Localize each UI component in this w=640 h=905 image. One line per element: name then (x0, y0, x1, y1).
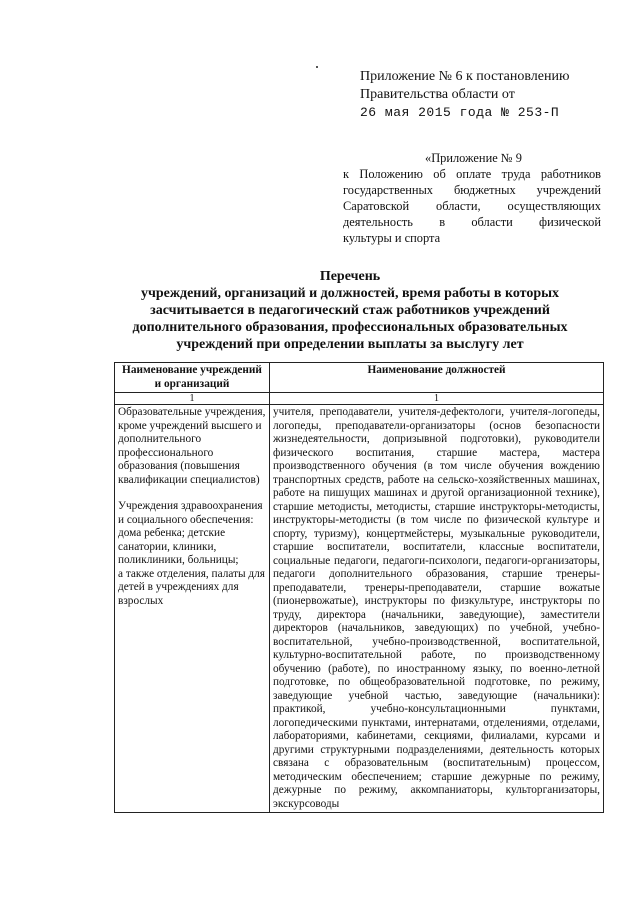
institutions-health: Учреждения здравоохранения и социального обеспечения: дома ребенка; детские санатории, клиники, поликлиники, больницы; (118, 500, 263, 566)
annex-line-6: культуры и спорта (343, 231, 441, 245)
header-positions: Наименование должностей (270, 363, 604, 393)
institutions-educational: Образовательные учреждения, кроме учреждений высшего и дополнительного профессионального образования (повышения квалификации специалистов) (118, 406, 266, 486)
title-line-3: засчитывается в педагогический стаж работников учреждений (150, 303, 550, 318)
column-number-row (115, 393, 604, 405)
table-row (115, 405, 604, 813)
column-number-2: 1 (270, 393, 604, 405)
annex-line-1: «Приложение № 9 (425, 151, 522, 165)
institutions-cell (115, 405, 270, 813)
title-line-5: учреждений при определении выплаты за выслугу лет (176, 337, 524, 352)
annex-header (343, 150, 601, 246)
header-institutions: Наименование учреждений и организаций (115, 363, 270, 393)
table-header-row (115, 363, 604, 393)
attachment-line-2: Правительства области от (360, 87, 515, 102)
title-line-2: учреждений, организаций и должностей, время работы в которых (140, 286, 560, 301)
annex-line-3: государственных бюджетных учреждений (343, 183, 601, 197)
annex-line-2: к Положению об оплате труда работников (343, 167, 601, 181)
annex-line-5: деятельность в области физической (343, 215, 601, 229)
column-number-1: 1 (115, 393, 270, 405)
document-title (100, 268, 600, 353)
scan-speck (316, 66, 318, 68)
attachment-header (360, 68, 610, 122)
attachment-line-1: Приложение № 6 к постановлению (360, 69, 570, 84)
annex-line-4: Саратовской области, осуществляющих (343, 199, 601, 213)
attachment-date-stamp: 26 мая 2015 года № 253-П (360, 105, 560, 120)
title-line-4: дополнительного образования, профессиональных образовательных (132, 320, 568, 335)
institutions-departments: а также отделения, палаты для детей в учреждениях для взрослых (118, 567, 265, 607)
positions-table (114, 362, 604, 813)
positions-cell: учителя, преподаватели, учителя-дефектологи, учителя-логопеды, логопеды, преподаватели-организаторы (основ безопасности жизнедеятельности, допризывной подготовки), руководители физического воспитания, старшие мастера, мастера производственного обучения (в том числе обучения вождению транспортных средств, работе на сельско-хозяйственных машинах, работе на пишущих машинах и другой организационной технике), старшие методисты, методисты, старшие инструкторы-методисты, инструкторы-методисты (в том числе по физической культуре и спорту, туризму), концертмейстеры, музыкальные руководители, старшие воспитатели, воспитатели, классные воспитатели, социальные педагоги, педагоги-психологи, педагоги-организаторы, педагоги дополнительного образования, старшие тренеры-преподаватели, тренеры-преподаватели, старшие вожатые (пионервожатые), инструкторы по физкультуре, инструкторы по труду, директора (начальники, заведующие), заместители директоров (начальников, заведующих) по учебной, учебно-воспитательной, учебно-производственной, воспитательной, культурно-воспитательной работе, по производственному обучению (работе), по иностранному языку, по военно-летной подготовке, по общеобразовательной подготовке, по режиму, заведующие учебной частью, заведующие (начальники): практикой, учебно-консультационными пунктами, логопедическими пунктами, интернатами, отделениями, отделами, лабораториями, кабинетами, секциями, филиалами, курсами и другими структурными подразделениями, деятельность которых связана с образовательным (воспитательным) процессом, методическим обеспечением; старшие дежурные по режиму, дежурные по режиму, аккомпаниаторы, культорганизаторы, экскурсоводы (270, 405, 604, 813)
title-line-1: Перечень (319, 269, 381, 284)
